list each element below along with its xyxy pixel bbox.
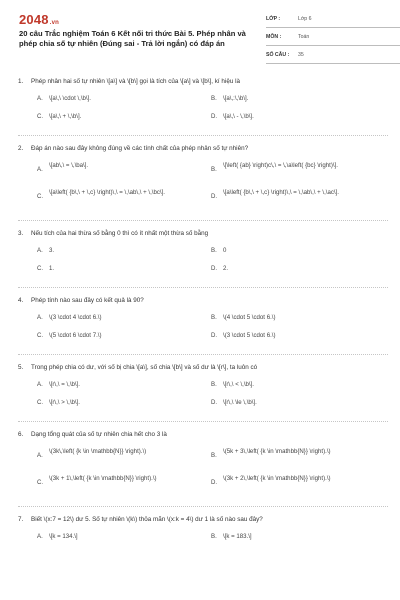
- option-letter: D.: [211, 332, 218, 339]
- question-text: Phép nhân hai số tự nhiên \[a\] và \[b\] gọi là tích của \[a\] và \[b\], kí hiệu là: [31, 78, 240, 85]
- option-letter: B.: [211, 166, 217, 173]
- option-letter: D.: [211, 399, 218, 406]
- meta-box: [266, 10, 400, 64]
- option-letter: A.: [37, 314, 43, 321]
- option-letter: B.: [211, 533, 217, 540]
- question-text: Phép tính nào sau đây có kết quả là 90?: [31, 297, 144, 304]
- option-text: 3.: [49, 247, 55, 254]
- meta-row-subject: [266, 28, 400, 46]
- meta-row-grade: [266, 10, 400, 28]
- options-grid: [18, 314, 388, 350]
- option-text: 1.: [49, 265, 55, 272]
- option-c[interactable]: [37, 332, 211, 341]
- document-title: 20 câu Trắc nghiệm Toán 6 Kết nối tri thức Bài 5. Phép nhân và phép chia số tự nhiên (Đúng sai - Trả lời ngắn) có đáp án: [19, 29, 246, 48]
- question-stem: [18, 230, 388, 239]
- question-stem: [18, 145, 388, 154]
- option-text: \(3 \cdot 4 \cdot 6.\): [49, 314, 102, 321]
- option-text: 2.: [223, 265, 229, 272]
- option-letter: C.: [37, 399, 44, 406]
- option-letter: C.: [37, 265, 44, 272]
- divider: [18, 220, 388, 221]
- option-b[interactable]: [211, 533, 385, 542]
- option-text: \[r\,\ < \,\b\].: [223, 381, 254, 388]
- option-b[interactable]: [211, 95, 385, 104]
- question-2: [18, 145, 388, 221]
- option-a[interactable]: [37, 314, 211, 323]
- option-letter: C.: [37, 113, 44, 120]
- option-d[interactable]: [211, 189, 385, 207]
- options-grid: [18, 162, 388, 216]
- option-letter: A.: [37, 95, 43, 102]
- option-text: \[a\,:\,\b\].: [223, 95, 249, 102]
- option-a[interactable]: [37, 95, 211, 104]
- option-text: \[a\,\ + \,\b\].: [49, 113, 82, 120]
- question-stem: [18, 297, 388, 306]
- option-text: \[ab\,\ = \,\ba\].: [49, 162, 89, 169]
- question-number: 7.: [18, 516, 24, 523]
- option-text: \(5 \cdot 6 \cdot 7.\): [49, 332, 102, 339]
- divider: [18, 506, 388, 507]
- option-text: \[a\left( {b\,\ + \,c} \right)\,\ = \,\ab\,\ + \,\bc\].: [49, 189, 166, 196]
- option-c[interactable]: [37, 399, 211, 408]
- option-text: \(4 \cdot 5 \cdot 6.\): [223, 314, 276, 321]
- options-grid: [18, 533, 388, 551]
- meta-row-count: [266, 46, 400, 64]
- divider: [18, 135, 388, 136]
- question-stem: [18, 431, 388, 440]
- option-a[interactable]: [37, 381, 211, 390]
- subject-value: Toán: [298, 34, 310, 40]
- option-text: \(5k + 3\,\left( {k \in \mathbb{N}} \right).\): [223, 448, 331, 455]
- option-letter: D.: [211, 479, 218, 486]
- question-number: 3.: [18, 230, 24, 237]
- option-d[interactable]: [211, 332, 385, 341]
- option-letter: D.: [211, 265, 218, 272]
- option-d[interactable]: [211, 265, 385, 274]
- option-text: \[a\,\ - \,\b\].: [223, 113, 254, 120]
- question-number: 4.: [18, 297, 24, 304]
- brand-logo[interactable]: [19, 12, 59, 27]
- option-text: \[k = 183.\]: [223, 533, 252, 540]
- option-c[interactable]: [37, 113, 211, 122]
- question-stem: [18, 364, 388, 373]
- option-c[interactable]: [37, 265, 211, 274]
- option-text: \(3 \cdot 5 \cdot 6.\): [223, 332, 276, 339]
- option-text: \[k = 134.\]: [49, 533, 78, 540]
- option-letter: A.: [37, 381, 43, 388]
- option-letter: B.: [211, 314, 217, 321]
- divider: [18, 421, 388, 422]
- options-grid: [18, 448, 388, 502]
- option-b[interactable]: [211, 162, 385, 180]
- option-b[interactable]: [211, 247, 385, 256]
- question-text: Nếu tích của hai thừa số bằng 0 thì có ít nhất một thừa số bằng: [31, 230, 209, 237]
- option-text: 0: [223, 247, 227, 254]
- option-text: \(3k + 1\,\left( {k \in \mathbb{N}} \right).\): [49, 475, 157, 482]
- option-d[interactable]: [211, 475, 385, 493]
- option-c[interactable]: [37, 189, 211, 207]
- option-text: \[\left( {ab} \right)c\,\ = \,\a\left( {bc} \right)\].: [223, 162, 338, 169]
- option-c[interactable]: [37, 475, 211, 493]
- question-number: 2.: [18, 145, 24, 152]
- option-letter: B.: [211, 247, 217, 254]
- option-a[interactable]: [37, 533, 211, 542]
- option-d[interactable]: [211, 113, 385, 122]
- option-a[interactable]: [37, 448, 211, 466]
- option-letter: B.: [211, 381, 217, 388]
- option-letter: B.: [211, 95, 217, 102]
- option-text: \(3k + 2\,\left( {k \in \mathbb{N}} \right).\): [223, 475, 331, 482]
- option-letter: C.: [37, 193, 44, 200]
- option-b[interactable]: [211, 381, 385, 390]
- option-text: \[r\,\ \le \,\b\].: [223, 399, 257, 406]
- subject-label: MÔN :: [266, 34, 282, 40]
- question-3: [18, 230, 388, 288]
- option-text: \[r\,\ = \,\b\].: [49, 381, 80, 388]
- question-number: 6.: [18, 431, 24, 438]
- question-text: Dạng tổng quát của số tự nhiên chia hết cho 3 là: [31, 431, 167, 438]
- question-5: [18, 364, 388, 422]
- option-b[interactable]: [211, 448, 385, 466]
- grade-label: LỚP :: [266, 16, 281, 22]
- header: [14, 0, 386, 58]
- option-b[interactable]: [211, 314, 385, 323]
- options-grid: [18, 247, 388, 283]
- brand-name: 2048: [19, 12, 49, 27]
- question-list: [18, 78, 388, 551]
- question-text: Trong phép chia có dư, với số bị chia \[a\], số chia \[b\] và số dư là \[r\], ta luôn có: [31, 364, 258, 371]
- divider: [18, 354, 388, 355]
- option-letter: C.: [37, 332, 44, 339]
- option-letter: A.: [37, 247, 43, 254]
- option-a[interactable]: [37, 247, 211, 256]
- question-stem: [18, 516, 388, 525]
- option-letter: A.: [37, 452, 43, 459]
- option-text: \[r\,\ > \,\b\].: [49, 399, 80, 406]
- question-6: [18, 431, 388, 507]
- divider: [18, 287, 388, 288]
- option-letter: D.: [211, 193, 218, 200]
- option-text: \[a\left( {b\,\ + \,c} \right)\,\ = \,\ab\,\ + \,\ac\].: [223, 189, 340, 196]
- question-number: 5.: [18, 364, 24, 371]
- option-a[interactable]: [37, 162, 211, 180]
- question-4: [18, 297, 388, 355]
- option-text: \[a\,\ \cdot \,\b\].: [49, 95, 91, 102]
- option-letter: A.: [37, 166, 43, 173]
- count-label: SỐ CÂU :: [266, 52, 290, 58]
- question-number: 1.: [18, 78, 24, 85]
- question-1: [18, 78, 388, 136]
- option-text: \(3k\,\left( {k \in \mathbb{N}} \right).\): [49, 448, 147, 455]
- option-d[interactable]: [211, 399, 385, 408]
- options-grid: [18, 95, 388, 131]
- options-grid: [18, 381, 388, 417]
- question-text: Biết \(x:7 = 12\) dư 5. Số tự nhiên \(k\) thỏa mãn \(x:k = 4\) dư 1 là số nào sau đây?: [31, 516, 263, 523]
- question-text: Đáp án nào sau đây không đúng về các tính chất của phép nhân số tự nhiên?: [31, 145, 249, 152]
- question-7: [18, 516, 388, 551]
- brand-domain: .vn: [49, 20, 60, 26]
- option-letter: B.: [211, 452, 217, 459]
- count-value: 35: [298, 52, 304, 58]
- grade-value: Lớp 6: [298, 16, 312, 22]
- option-letter: C.: [37, 479, 44, 486]
- question-stem: [18, 78, 388, 87]
- option-letter: A.: [37, 533, 43, 540]
- option-letter: D.: [211, 113, 218, 120]
